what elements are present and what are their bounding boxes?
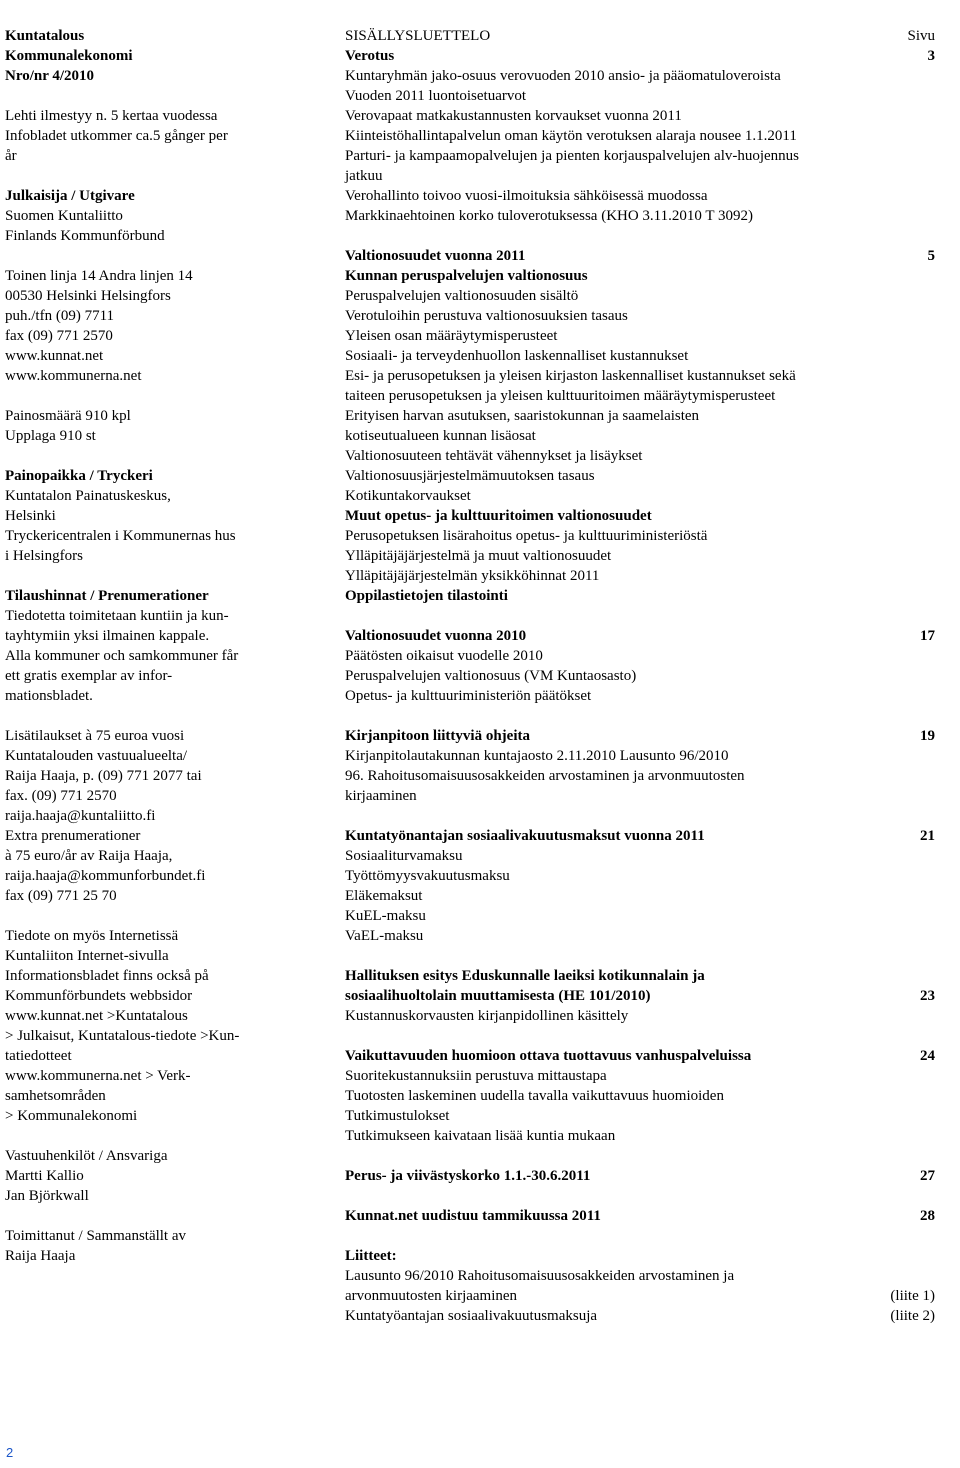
toc-item: Sosiaali- ja terveydenhuollon laskennalliset kustannukset	[345, 348, 689, 364]
editors-line: Vastuuhenkilöt / Ansvariga	[5, 1148, 168, 1164]
toc-item: Kiinteistöhallintapalvelun oman käytön verotuksen alaraja nousee 1.1.2011	[345, 128, 797, 144]
website-link[interactable]: www.kunnat.net	[5, 348, 104, 364]
toc-page-label: Sivu	[907, 28, 935, 44]
print-run-line: Painosmäärä 910 kpl	[5, 408, 131, 424]
toc-item: Tutkimustulokset	[345, 1108, 450, 1124]
internet-path-line: samhetsområden	[5, 1088, 106, 1104]
phone-line: puh./tfn (09) 7711	[5, 308, 115, 324]
internet-line: Kommunförbundets webbsidor	[5, 988, 193, 1004]
toc-item: kotiseutualueen kunnan lisäosat	[345, 428, 536, 444]
toc-section-heading[interactable]: Verotus 3	[345, 48, 935, 64]
printer-line: Tryckericentralen i Kommunernas hus	[5, 528, 236, 544]
internet-path-line: > Kommunalekonomi	[5, 1108, 138, 1124]
orders-line: Tiedotetta toimitetaan kuntiin ja kun-	[5, 608, 229, 624]
publisher-heading: Julkaisija / Utgivare	[5, 188, 135, 204]
toc-page-number: 27	[920, 1168, 935, 1184]
toc-page-number: 21	[920, 828, 935, 844]
orders-line: ett gratis exemplar av infor-	[5, 668, 173, 684]
toc-item: Perusopetuksen lisärahoitus opetus- ja kulttuuriministeriöstä	[345, 528, 708, 544]
internet-line: Informationsbladet finns också på	[5, 968, 209, 984]
attachment-tag: (liite 1)	[890, 1288, 935, 1304]
orders-heading: Tilaushinnat / Prenumerationer	[5, 588, 209, 604]
address-line: Toinen linja 14 Andra linjen 14	[5, 268, 193, 284]
toc-item: Kirjanpitolautakunnan kuntajaosto 2.11.2010 Lausunto 96/2010	[345, 748, 729, 764]
toc-section-heading[interactable]: Valtionosuudet vuonna 2010 17	[345, 628, 935, 644]
toc-page-number: 19	[920, 728, 935, 744]
toc-item: Yleisen osan määräytymisperusteet	[345, 328, 558, 344]
toc-item: Työttömyysvakuutusmaksu	[345, 868, 510, 884]
toc-item: kirjaaminen	[345, 788, 417, 804]
toc-item: Verotuloihin perustuva valtionosuuksien tasaus	[345, 308, 628, 324]
extra-orders-line: Kuntatalouden vastuualueelta/	[5, 748, 188, 764]
toc-page-number: 3	[927, 48, 935, 64]
email-link[interactable]: raija.haaja@kuntaliitto.fi	[5, 808, 156, 824]
toc-item: Vuoden 2011 luontoisetuarvot	[345, 88, 527, 104]
toc-item: taiteen perusopetuksen ja yleisen kulttuuritoimen määräytymisperusteet	[345, 388, 776, 404]
toc-header	[345, 26, 935, 46]
toc-item: Kotikuntakorvaukset	[345, 488, 471, 504]
printer-line: Helsinki	[5, 508, 56, 524]
toc-subheading: Oppilastietojen tilastointi	[345, 588, 508, 604]
masthead-title: Kuntatalous	[5, 28, 85, 44]
toc-page-number: 5	[927, 248, 935, 264]
toc-item: Suoritekustannuksiin perustuva mittaustapa	[345, 1068, 607, 1084]
table-of-contents	[345, 26, 935, 1326]
extra-orders-line: Lisätilaukset à 75 euroa vuosi	[5, 728, 185, 744]
compiled-line: Raija Haaja	[5, 1248, 76, 1264]
internet-path-line: tatiedotteet	[5, 1048, 72, 1064]
internet-path-line[interactable]: www.kommunerna.net > Verk-	[5, 1068, 191, 1084]
publisher-line: Finlands Kommunförbund	[5, 228, 165, 244]
extra-orders-line: Extra prenumerationer	[5, 828, 141, 844]
toc-item: Kuntaryhmän jako-osuus verovuoden 2010 ansio- ja pääomatuloveroista	[345, 68, 781, 84]
attachment-item: Lausunto 96/2010 Rahoitusomaisuusosakkeiden arvostaminen ja	[345, 1268, 735, 1284]
toc-item: 96. Rahoitusomaisuusosakkeiden arvostaminen ja arvonmuutosten	[345, 768, 745, 784]
toc-subheading: Kunnan peruspalvelujen valtionosuus	[345, 268, 588, 284]
toc-item: Parturi- ja kampaamopalvelujen ja pienten korjauspalvelujen alv-huojennus	[345, 148, 800, 164]
toc-section-heading[interactable]: Kunnat.net uudistuu tammikuussa 2011 28	[345, 1208, 935, 1224]
printer-line: Kuntatalon Painatuskeskus,	[5, 488, 171, 504]
toc-item: Verohallinto toivoo vuosi-ilmoituksia sähköisessä muodossa	[345, 188, 708, 204]
toc-section-heading[interactable]: Valtionosuudet vuonna 2011 5	[345, 248, 935, 264]
toc-item: Ylläpitäjäjärjestelmän yksikköhinnat 2011	[345, 568, 600, 584]
toc-item: Esi- ja perusopetuksen ja yleisen kirjaston laskennalliset kustannukset sekä	[345, 368, 796, 384]
address-line: 00530 Helsinki Helsingfors	[5, 288, 171, 304]
frequency-line: år	[5, 148, 17, 164]
attachment-tag: (liite 2)	[890, 1308, 935, 1324]
toc-item: Valtionosuuteen tehtävät vähennykset ja lisäykset	[345, 448, 643, 464]
printer-heading: Painopaikka / Tryckeri	[5, 468, 153, 484]
toc-item: Tuotosten laskeminen uudella tavalla vaikuttavuus huomioiden	[345, 1088, 724, 1104]
toc-section-heading[interactable]: Perus- ja viivästyskorko 1.1.-30.6.2011 27	[345, 1168, 935, 1184]
printer-line: i Helsingfors	[5, 548, 83, 564]
internet-line: Tiedote on myös Internetissä	[5, 928, 179, 944]
toc-item: VaEL-maksu	[345, 928, 424, 944]
toc-section-heading[interactable]: Vaikuttavuuden huomioon ottava tuottavuus vanhuspalveluissa 24	[345, 1048, 935, 1064]
internet-line: Kuntaliiton Internet-sivulla	[5, 948, 169, 964]
frequency-line: Lehti ilmestyy n. 5 kertaa vuodessa	[5, 108, 218, 124]
page-number: 2	[6, 1445, 14, 1460]
toc-item: Ylläpitäjäjärjestelmä ja muut valtionosuudet	[345, 548, 612, 564]
compiled-line: Toimittanut / Sammanställt av	[5, 1228, 187, 1244]
toc-item: Peruspalvelujen valtionosuuden sisältö	[345, 288, 579, 304]
toc-item: Erityisen harvan asutuksen, saaristokunnan ja saamelaisten	[345, 408, 700, 424]
toc-item: Sosiaaliturvamaksu	[345, 848, 463, 864]
toc-page-number: 28	[920, 1208, 935, 1224]
extra-orders-line: Raija Haaja, p. (09) 771 2077 tai	[5, 768, 202, 784]
masthead-column	[5, 26, 305, 1266]
orders-line: mationsbladet.	[5, 688, 93, 704]
attachment-item[interactable]: Kuntatyöantajan sosiaalivakuutusmaksuja (liite 2)	[345, 1308, 935, 1324]
editors-line: Martti Kallio	[5, 1168, 84, 1184]
orders-line: Alla kommuner och samkommuner får	[5, 648, 239, 664]
toc-item: Eläkemaksut	[345, 888, 423, 904]
print-run-line: Upplaga 910 st	[5, 428, 96, 444]
toc-item: Markkinaehtoinen korko tuloverotuksessa (KHO 3.11.2010 T 3092)	[345, 208, 753, 224]
website-link[interactable]: www.kommunerna.net	[5, 368, 142, 384]
toc-section-heading[interactable]: Kuntatyönantajan sosiaalivakuutusmaksut vuonna 2011 21	[345, 828, 935, 844]
extra-orders-line: à 75 euro/år av Raija Haaja,	[5, 848, 173, 864]
masthead-title-sv: Kommunalekonomi	[5, 48, 133, 64]
toc-section-heading[interactable]: Kirjanpitoon liittyviä ohjeita 19	[345, 728, 935, 744]
toc-subheading: Muut opetus- ja kulttuuritoimen valtionosuudet	[345, 508, 652, 524]
internet-path-line: > Julkaisut, Kuntatalous-tiedote >Kun-	[5, 1028, 240, 1044]
toc-section-heading[interactable]: sosiaalihuoltolain muuttamisesta (HE 101/2010) 23	[345, 988, 935, 1004]
internet-path-line[interactable]: www.kunnat.net >Kuntatalous	[5, 1008, 188, 1024]
email-link[interactable]: raija.haaja@kommunforbundet.fi	[5, 868, 206, 884]
attachments-heading: Liitteet:	[345, 1248, 397, 1264]
toc-section-heading[interactable]: Hallituksen esitys Eduskunnalle laeiksi kotikunnalain ja	[345, 968, 705, 984]
toc-page-number: 17	[920, 628, 935, 644]
toc-item: Valtionosuusjärjestelmämuutoksen tasaus	[345, 468, 595, 484]
toc-title: SISÄLLYSLUETTELO	[345, 28, 491, 44]
fax-line: fax (09) 771 2570	[5, 328, 113, 344]
publisher-line: Suomen Kuntaliitto	[5, 208, 123, 224]
toc-item: Kustannuskorvausten kirjanpidollinen käsittely	[345, 1008, 629, 1024]
attachment-item[interactable]: arvonmuutosten kirjaaminen (liite 1)	[345, 1288, 935, 1304]
extra-orders-line: fax (09) 771 25 70	[5, 888, 117, 904]
toc-page-number: 23	[920, 988, 935, 1004]
orders-line: tayhtymiin yksi ilmainen kappale.	[5, 628, 210, 644]
frequency-line: Infobladet utkommer ca.5 gånger per	[5, 128, 228, 144]
extra-orders-line: fax. (09) 771 2570	[5, 788, 117, 804]
editors-line: Jan Björkwall	[5, 1188, 89, 1204]
toc-item: Tutkimukseen kaivataan lisää kuntia mukaan	[345, 1128, 616, 1144]
toc-item: Verovapaat matkakustannusten korvaukset vuonna 2011	[345, 108, 682, 124]
toc-item: jatkuu	[345, 168, 383, 184]
toc-item: Päätösten oikaisut vuodelle 2010	[345, 648, 543, 664]
toc-page-number: 24	[920, 1048, 935, 1064]
issue-number: Nro/nr 4/2010	[5, 68, 95, 84]
toc-item: Peruspalvelujen valtionosuus (VM Kuntaosasto)	[345, 668, 637, 684]
toc-item: Opetus- ja kulttuuriministeriön päätökset	[345, 688, 592, 704]
toc-item: KuEL-maksu	[345, 908, 426, 924]
